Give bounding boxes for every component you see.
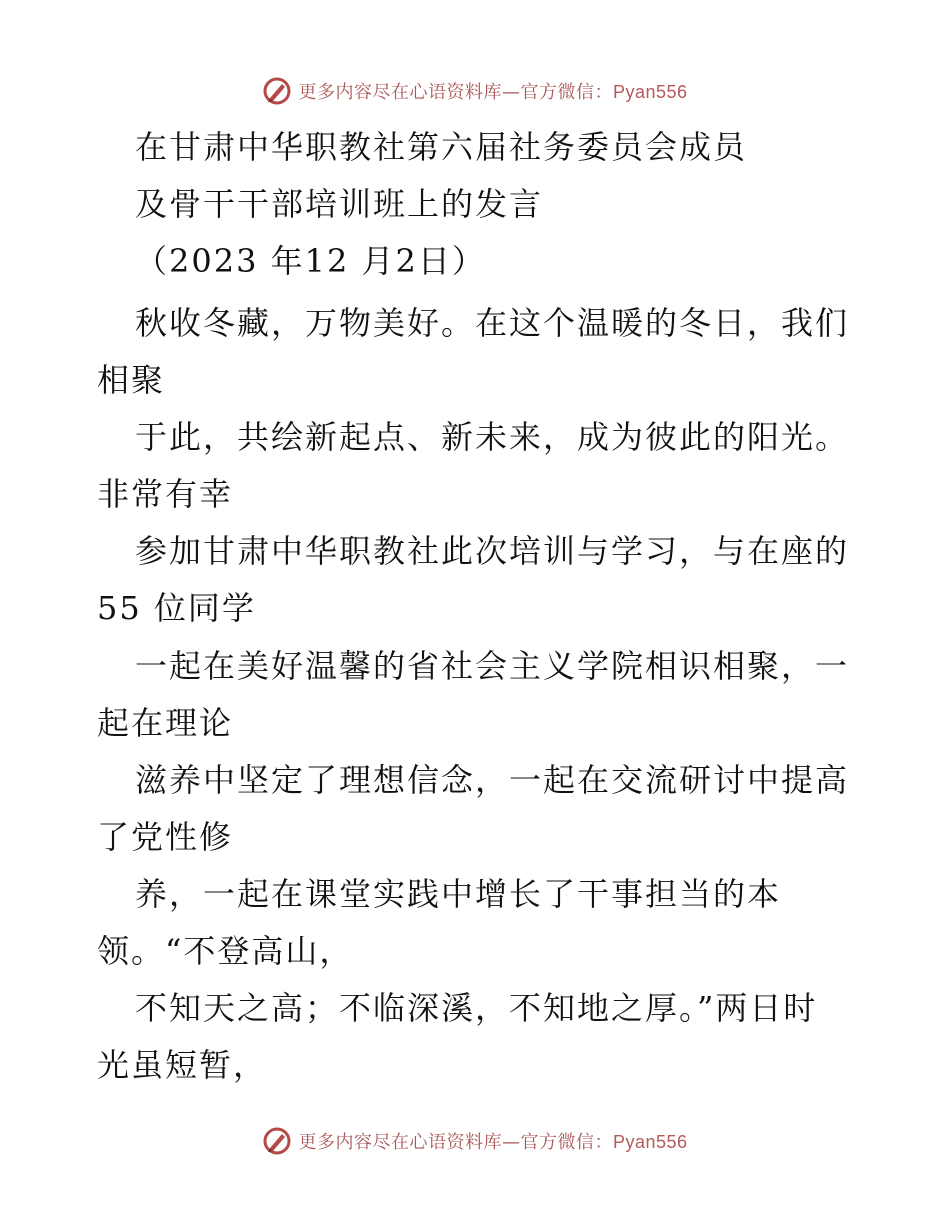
title-line-2: 及骨干干部培训班上的发言 xyxy=(135,185,544,223)
watermark-id: Pyan556 xyxy=(612,1132,688,1152)
paragraph-line: 领。“不登高山， xyxy=(97,932,354,970)
footer-watermark xyxy=(0,1121,950,1161)
pen-logo-icon xyxy=(262,76,292,106)
paragraph-line: 秋收冬藏，万物美好。在这个温暖的冬日，我们 xyxy=(135,304,850,342)
paragraph-line: 了党性修 xyxy=(97,818,234,856)
paragraph-line: 相聚 xyxy=(97,361,166,399)
watermark-suffix: 官方微信： xyxy=(520,1132,613,1153)
title-line-1: 在甘肃中华职教社第六届社务委员会成员 xyxy=(135,128,748,166)
watermark-text xyxy=(298,1128,687,1154)
watermark-separator: — xyxy=(501,1132,521,1153)
paragraph-line: 光虽短暂， xyxy=(97,1046,268,1084)
paragraph-line: 滋养中坚定了理想信念，一起在交流研讨中提高 xyxy=(135,761,850,799)
watermark-id: Pyan556 xyxy=(612,82,688,102)
watermark-suffix: 官方微信： xyxy=(520,82,613,103)
paragraph-line: 一起在美好温馨的省社会主义学院相识相聚，一 xyxy=(135,647,850,685)
paragraph-line: 参加甘肃中华职教社此次培训与学习，与在座的 xyxy=(135,532,850,570)
watermark-text xyxy=(298,78,687,104)
date-line: （2023 年12 月2日） xyxy=(135,242,486,280)
watermark-main: 更多内容尽在心语资料库 xyxy=(298,1132,502,1153)
header-watermark xyxy=(0,71,950,111)
paragraph-line: 非常有幸 xyxy=(97,475,234,513)
watermark-main: 更多内容尽在心语资料库 xyxy=(298,82,502,103)
paragraph-line: 起在理论 xyxy=(97,704,234,742)
pen-logo-icon xyxy=(262,1126,292,1156)
paragraph-line: 养，一起在课堂实践中增长了干事担当的本 xyxy=(135,875,782,913)
paragraph-line: 不知天之高；不临深溪，不知地之厚。”两日时 xyxy=(135,989,818,1027)
paragraph-line: 55 位同学 xyxy=(97,589,256,627)
paragraph-line: 于此，共绘新起点、新未来，成为彼此的阳光。 xyxy=(135,418,850,456)
watermark-separator: — xyxy=(501,82,521,103)
